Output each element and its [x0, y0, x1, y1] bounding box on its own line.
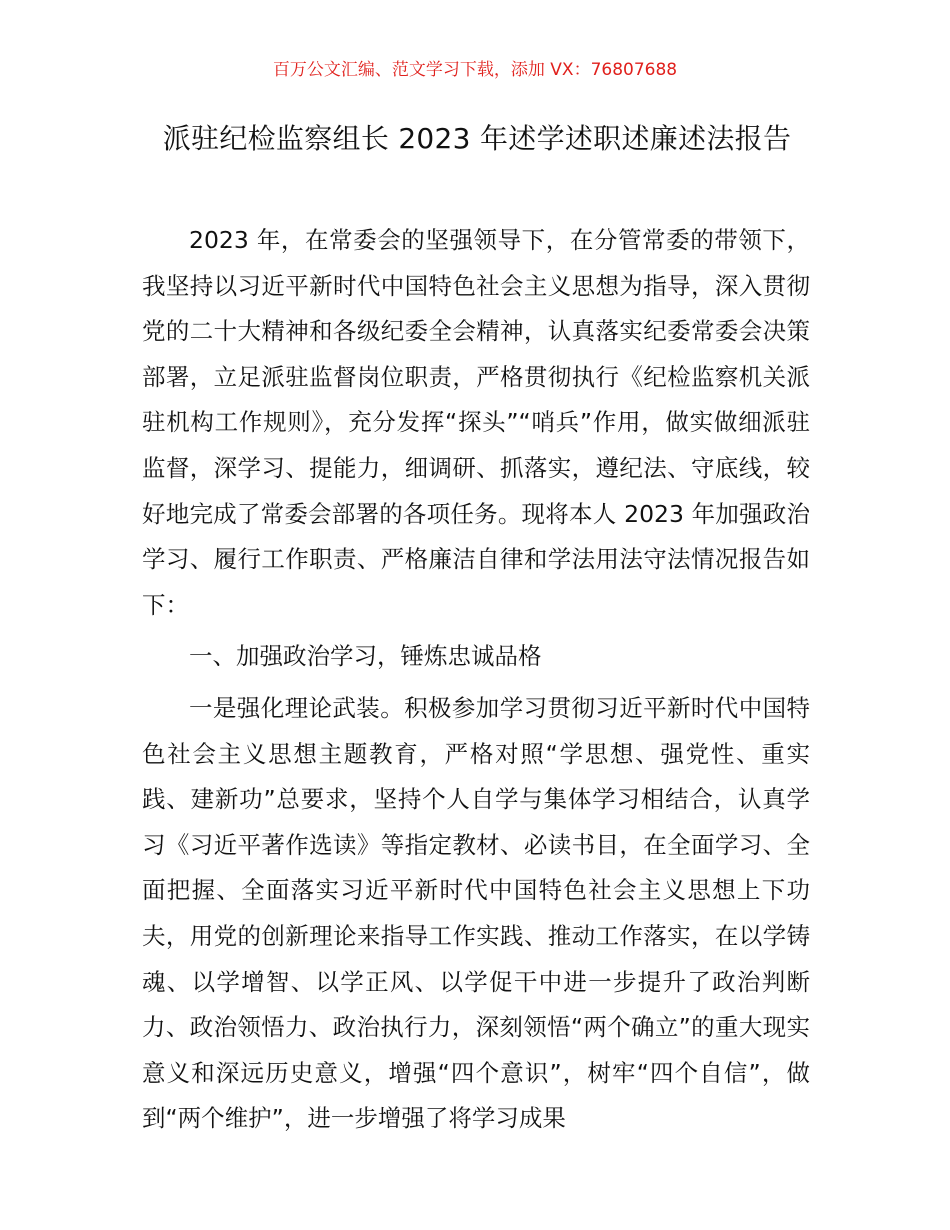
- promo-header: 百万公文汇编、范文学习下载，添加 VX：76807688: [272, 60, 678, 80]
- section-heading: 一、加强政治学习，锤炼忠诚品格: [189, 642, 542, 671]
- document-title: 派驻纪检监察组长 2023 年述学述职述廉述法报告: [162, 122, 792, 155]
- document-body: [142, 218, 810, 1142]
- intro-paragraph: 2023 年，在常委会的坚强领导下，在分管常委的带领下，我坚持以习近平新时代中国特色社会主义思想为指导，深入贯彻党的二十大精神和各级纪委全会精神，认真落实纪委常委会决策部署，立足派驻监督岗位职责，严格贯彻执行《纪检监察机关派驻机构工作规则》，充分发挥“探头”“哨兵”作用，做实做细派驻监督，深学习、提能力，细调研、抓落实，遵纪法、守底线，较好地完成了常委会部署的各项任务。现将本人 2023 年加强政治学习、履行工作职责、严格廉洁自律和学法用法守法情况报告如下：: [142, 226, 810, 619]
- section-paragraph: 一是强化理论武装。积极参加学习贯彻习近平新时代中国特色社会主义思想主题教育，严格对照“学思想、强党性、重实践、建新功”总要求，坚持个人自学与集体学习相结合，认真学习《习近平著作选读》等指定教材、必读书目，在全面学习、全面把握、全面落实习近平新时代中国特色社会主义思想上下功夫，用党的创新理论来指导工作实践、推动工作落实，在以学铸魂、以学增智、以学正风、以学促干中进一步提升了政治判断力、政治领悟力、政治执行力，深刻领悟“两个确立”的重大现实意义和深远历史意义，增强“四个意识”，树牢“四个自信”，做到“两个维护”，进一步增强了将学习成果: [142, 693, 810, 1133]
